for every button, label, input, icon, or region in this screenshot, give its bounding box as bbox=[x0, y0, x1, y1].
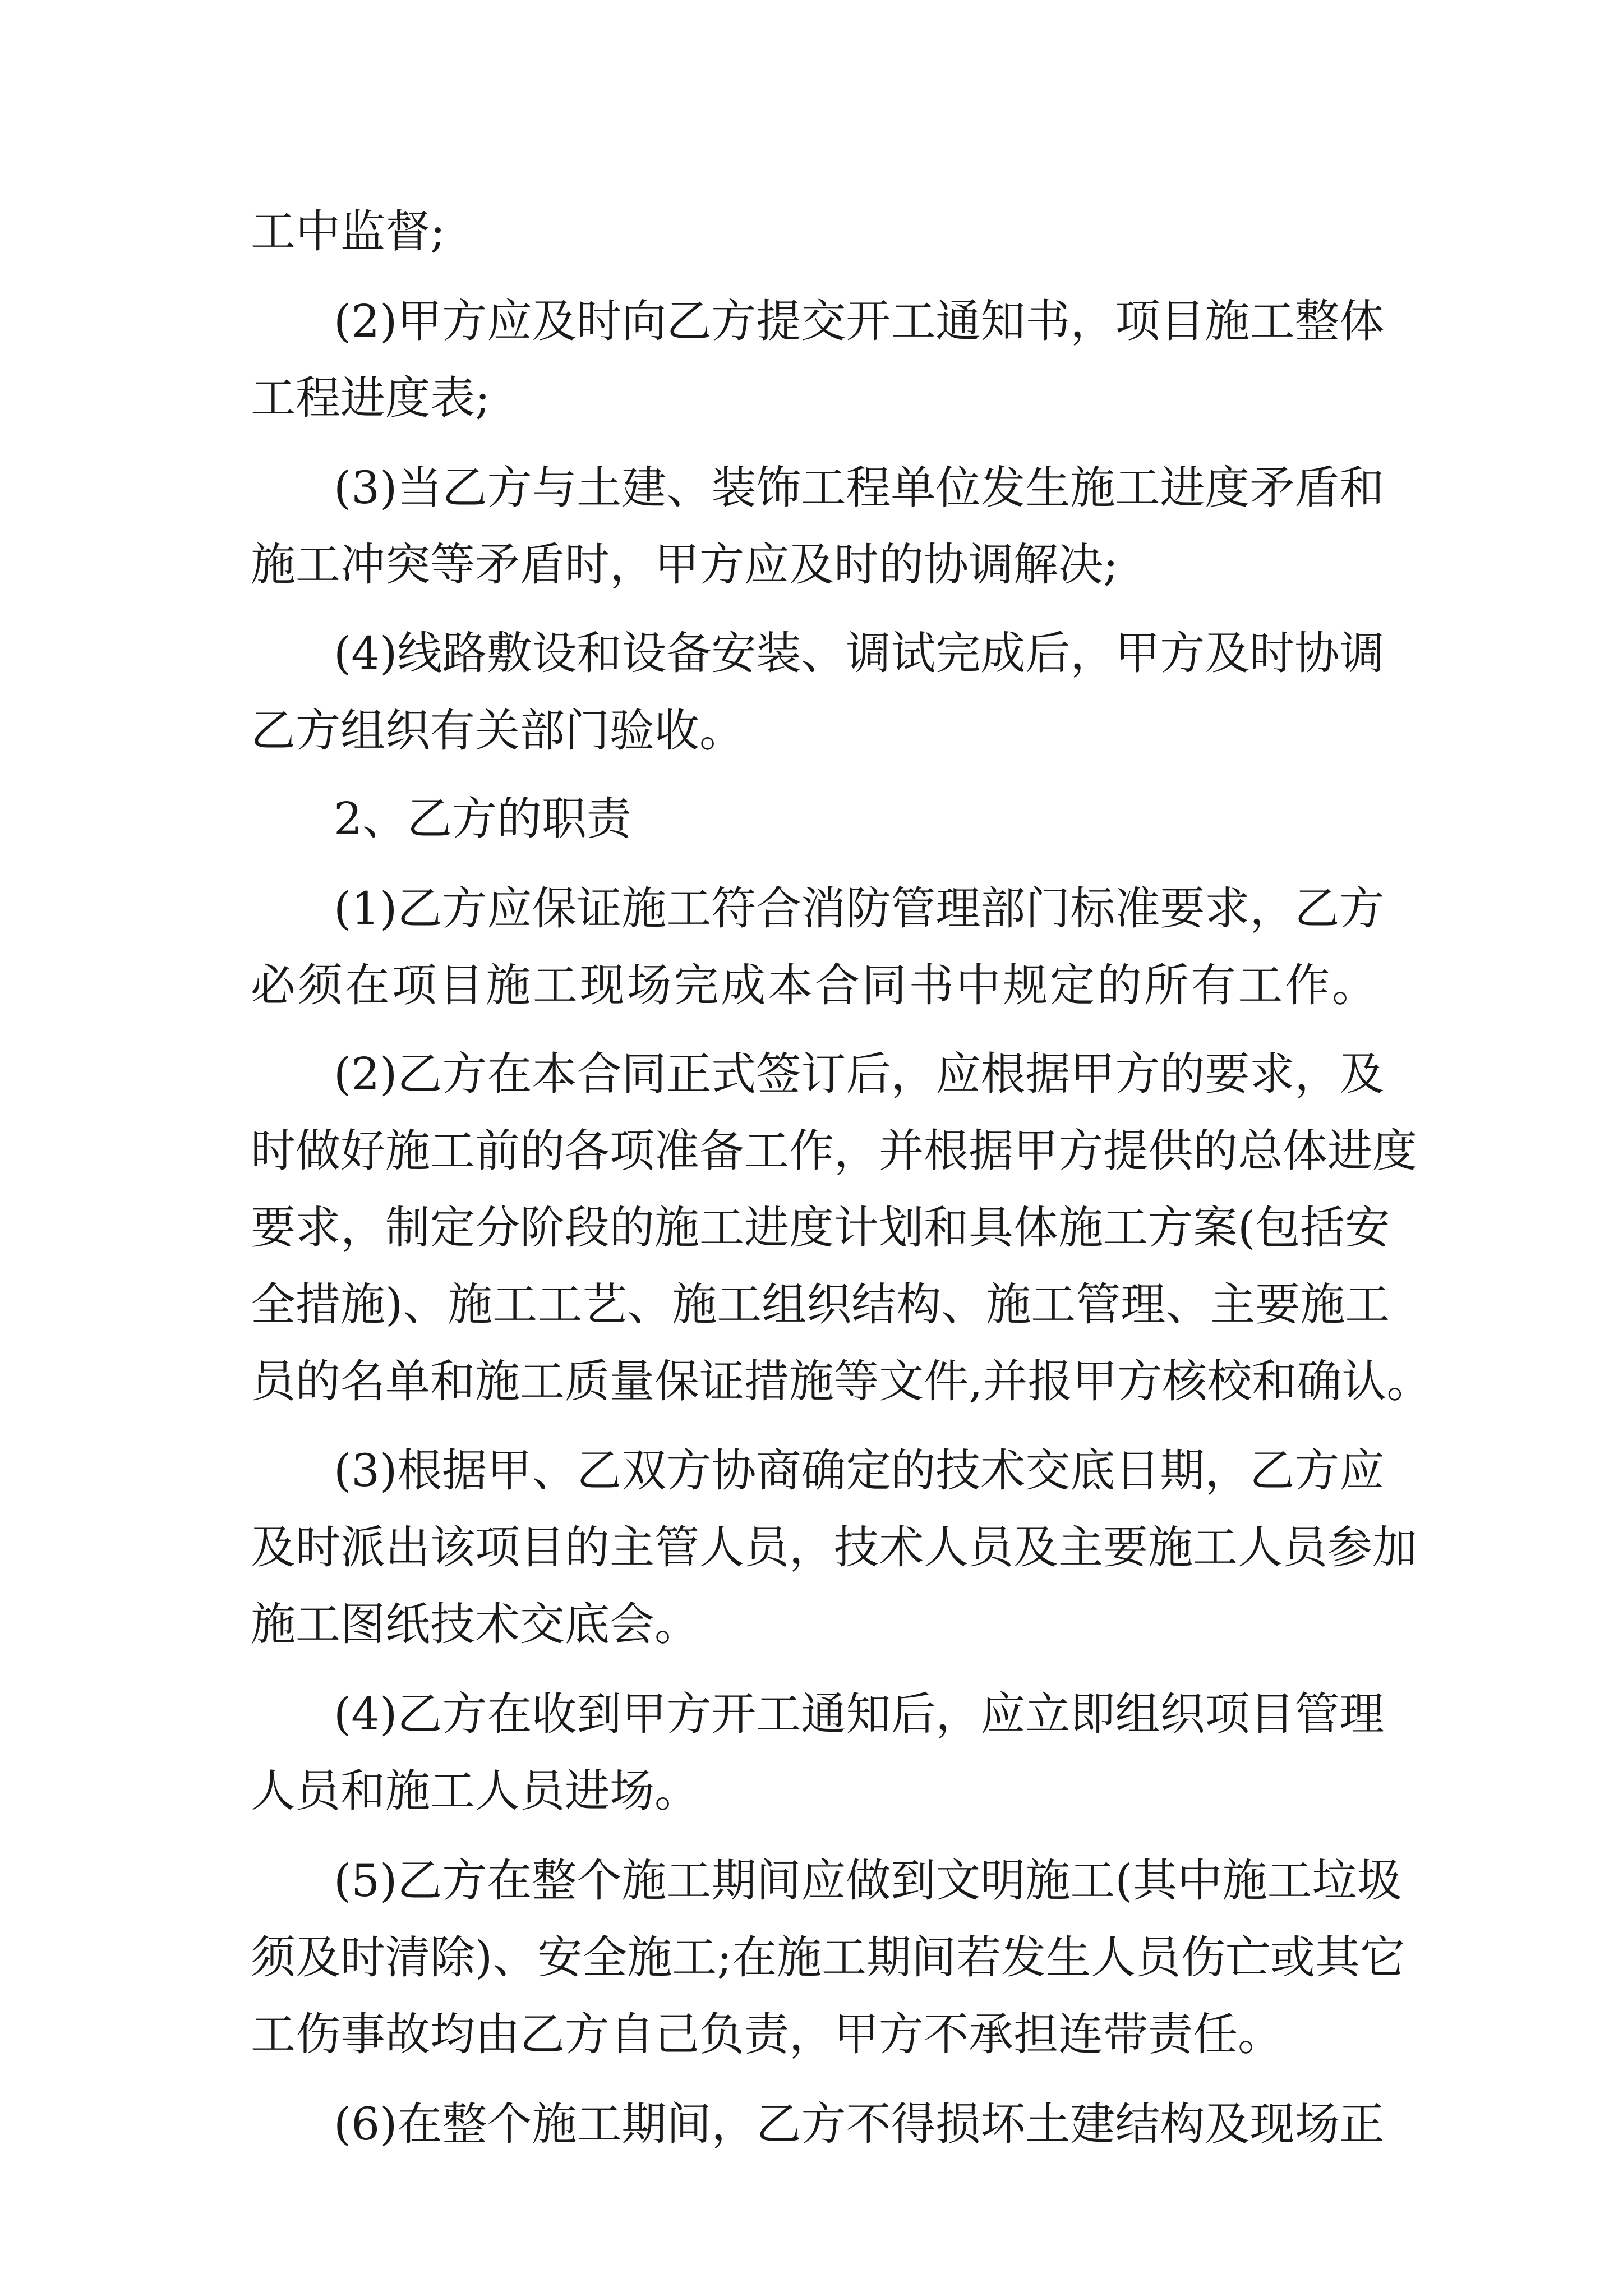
text-line: (1)乙方应保证施工符合消防管理部门标准要求，乙方 bbox=[334, 882, 1385, 935]
text-line: (2)乙方在本合同正式签订后，应根据甲方的要求，及 bbox=[334, 1048, 1385, 1100]
text-line: 员的名单和施工质量保证措施等文件,并报甲方核校和确认。 bbox=[251, 1355, 1432, 1407]
text-line: 时做好施工前的各项准备工作，并根据甲方提供的总体进度 bbox=[251, 1125, 1417, 1177]
text-line: (6)在整个施工期间，乙方不得损坏土建结构及现场正 bbox=[334, 2098, 1385, 2150]
text-line: 全措施)、施工工艺、施工组织结构、施工管理、主要施工 bbox=[251, 1278, 1390, 1331]
text-line: (3)当乙方与土建、装饰工程单位发生施工进度矛盾和 bbox=[334, 462, 1385, 514]
text-line: 须及时清除)、安全施工;在施工期间若发生人员伤亡或其它 bbox=[251, 1931, 1405, 1984]
text-line: 要求，制定分阶段的施工进度计划和具体施工方案(包括安 bbox=[251, 1202, 1390, 1254]
text-line: 工中监督; bbox=[251, 205, 445, 257]
text-line: 必须在项目施工现场完成本合同书中规定的所有工作。 bbox=[251, 959, 1377, 1011]
text-line: (4)线路敷设和设备安装、调试完成后，甲方及时协调 bbox=[334, 627, 1385, 679]
text-line: (2)甲方应及时向乙方提交开工通知书，项目施工整体 bbox=[334, 295, 1385, 347]
text-line: 施工图纸技术交底会。 bbox=[251, 1598, 699, 1650]
section-heading: 2、乙方的职责 bbox=[334, 793, 631, 845]
text-line: 乙方组织有关部门验收。 bbox=[251, 705, 744, 757]
text-line: 工伤事故均由乙方自己负责，甲方不承担连带责任。 bbox=[251, 2008, 1283, 2060]
text-line: (3)根据甲、乙双方协商确定的技术交底日期，乙方应 bbox=[334, 1444, 1385, 1497]
text-line: 人员和施工人员进场。 bbox=[251, 1765, 699, 1817]
text-line: 施工冲突等矛盾时，甲方应及时的协调解决; bbox=[251, 539, 1118, 591]
text-line: 及时派出该项目的主管人员，技术人员及主要施工人员参加 bbox=[251, 1521, 1417, 1573]
text-line: 工程进度表; bbox=[251, 372, 490, 424]
text-line: (4)乙方在收到甲方开工通知后，应立即组织项目管理 bbox=[334, 1688, 1385, 1740]
text-line: (5)乙方在整个施工期间应做到文明施工(其中施工垃圾 bbox=[334, 1855, 1402, 1907]
